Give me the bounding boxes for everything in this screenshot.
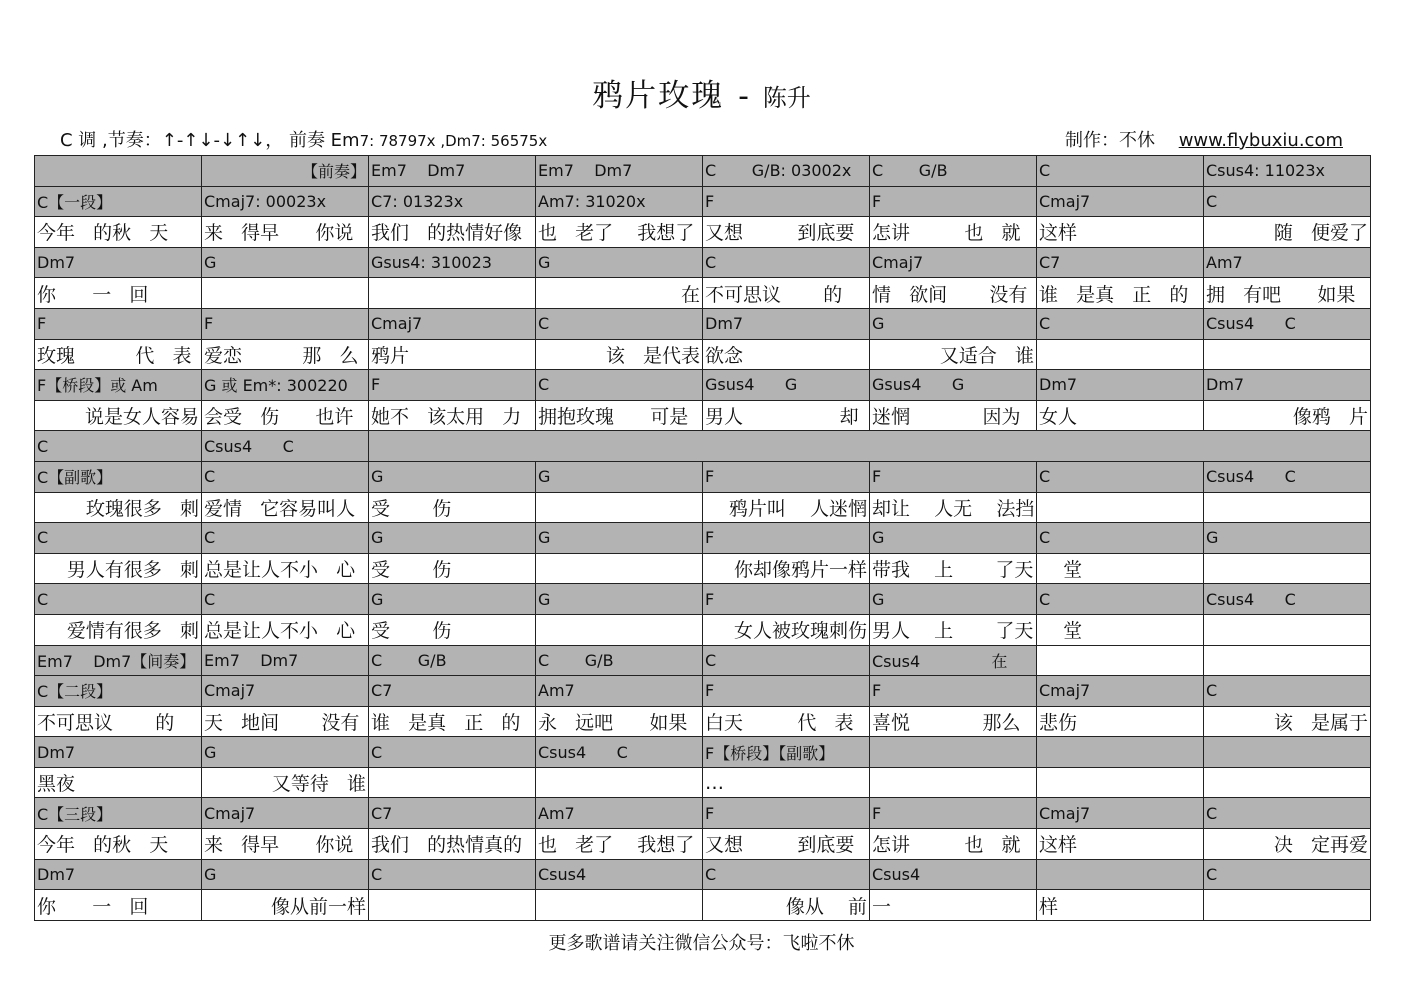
chord-cell xyxy=(870,737,1037,768)
lyric-cell: … xyxy=(703,767,870,798)
chord-cell: C xyxy=(35,584,202,615)
lyric-cell: 你 一 回 xyxy=(35,278,202,309)
chord-cell: C xyxy=(1037,308,1204,339)
chord-sheet-body xyxy=(35,156,1371,921)
chord-cell: C xyxy=(369,737,536,768)
chord-cell: Csus4 C xyxy=(1204,308,1371,339)
lyric-cell: 爱情 它容易叫人 xyxy=(202,492,369,523)
lyric-cell: 堂 xyxy=(1037,553,1204,584)
chord-cell: C xyxy=(1037,523,1204,554)
chord-cell: C G/B xyxy=(369,645,536,676)
lyric-cell: 在 xyxy=(536,278,703,309)
lyric-cell: 爱恋 那 么 xyxy=(202,339,369,370)
chord-cell: G xyxy=(202,247,369,278)
title-separator: - xyxy=(738,79,749,114)
chord-cell: Dm7 xyxy=(1037,370,1204,401)
chord-row xyxy=(35,645,1371,676)
lyric-cell: 今年 的秋 天 xyxy=(35,217,202,248)
lyric-cell: 谁 是真 正 的 xyxy=(369,706,536,737)
lyric-cell: 白天 代 表 xyxy=(703,706,870,737)
chord-cell: C7 xyxy=(369,798,536,829)
chord-cell: Gsus4 G xyxy=(703,370,870,401)
lyric-row xyxy=(35,890,1371,921)
chord-cell: Csus4 C xyxy=(1204,461,1371,492)
chord-cell: C G/B xyxy=(870,156,1037,187)
chord-cell: Cmaj7 xyxy=(1037,676,1204,707)
chord-cell: F xyxy=(202,308,369,339)
lyric-cell: 一 xyxy=(870,890,1037,921)
chord-row xyxy=(35,308,1371,339)
chord-cell: Cmaj7 xyxy=(1037,798,1204,829)
chord-cell: F xyxy=(870,798,1037,829)
chord-cell: C xyxy=(1204,859,1371,890)
lyric-cell: 该 是属于 xyxy=(1204,706,1371,737)
lyric-cell: 带我 上 了天 xyxy=(870,553,1037,584)
chord-cell: C【三段】 xyxy=(35,798,202,829)
chord-cell: 【前奏】 xyxy=(202,156,369,187)
lyric-row xyxy=(35,767,1371,798)
lyric-cell: 男人 却 xyxy=(703,400,870,431)
chord-row xyxy=(35,798,1371,829)
lyric-cell: 情 欲间 没有 xyxy=(870,278,1037,309)
chord-cell: C【一段】 xyxy=(35,186,202,217)
chord-cell: Cmaj7: 00023x xyxy=(202,186,369,217)
lyric-cell: 她不 该太用 力 xyxy=(369,400,536,431)
lyric-cell: 黑夜 xyxy=(35,767,202,798)
lyric-cell: 今年 的秋 天 xyxy=(35,829,202,860)
chord-cell: C7: 01323x xyxy=(369,186,536,217)
lyric-cell: 你 一 回 xyxy=(35,890,202,921)
chord-cell: F xyxy=(870,186,1037,217)
chord-row xyxy=(35,247,1371,278)
lyric-cell xyxy=(1204,614,1371,645)
lyric-cell: 样 xyxy=(1037,890,1204,921)
lyric-row xyxy=(35,829,1371,860)
chord-cell: G xyxy=(870,308,1037,339)
chord-cell: C G/B xyxy=(536,645,703,676)
chord-cell: C【二段】 xyxy=(35,676,202,707)
chord-cell: G xyxy=(536,247,703,278)
intro-chord-1: 7: 78797x ,Dm xyxy=(359,132,472,150)
chord-cell: C xyxy=(1204,186,1371,217)
chord-cell: Am7 xyxy=(536,798,703,829)
lyric-cell: 又想 到底要 xyxy=(703,217,870,248)
chord-cell: Gsus4: 310023 xyxy=(369,247,536,278)
chord-cell: G xyxy=(536,584,703,615)
chord-cell: F xyxy=(703,584,870,615)
lyric-cell: 该 是代表 xyxy=(536,339,703,370)
maker-credit: 制作：不休 xyxy=(1064,130,1155,151)
chord-cell: Cmaj7 xyxy=(369,308,536,339)
empty-cell xyxy=(1037,645,1204,676)
lyric-cell: 男人 上 了天 xyxy=(870,614,1037,645)
chord-cell: F xyxy=(870,461,1037,492)
lyric-cell xyxy=(1204,767,1371,798)
empty-cell xyxy=(1204,645,1371,676)
lyric-cell: 也 老了 我想了 xyxy=(536,829,703,860)
song-artist: 陈升 xyxy=(762,84,811,112)
chord-cell: Csus4 xyxy=(536,859,703,890)
chord-cell: G xyxy=(1204,523,1371,554)
lyric-row xyxy=(35,278,1371,309)
lyric-cell: 迷惘 因为 xyxy=(870,400,1037,431)
lyric-cell: 像从 前 xyxy=(703,890,870,921)
lyric-cell: 爱情有很多 刺 xyxy=(35,614,202,645)
lyric-cell: 也 老了 我想了 xyxy=(536,217,703,248)
lyric-row xyxy=(35,400,1371,431)
lyric-cell: 玫瑰很多 刺 xyxy=(35,492,202,523)
lyric-cell: 这样 xyxy=(1037,829,1204,860)
chord-cell: C G/B: 03002x xyxy=(703,156,870,187)
chord-cell: Cmaj7 xyxy=(870,247,1037,278)
chord-cell: C xyxy=(1037,461,1204,492)
chord-cell: Csus4 C xyxy=(536,737,703,768)
lyric-cell: 不可思议 的 xyxy=(35,706,202,737)
key-rhythm: C 调 ,节奏：↑-↑↓-↓↑↓， xyxy=(60,130,284,151)
chord-cell: G xyxy=(369,584,536,615)
chord-cell: F【桥段】【副歌】 xyxy=(703,737,870,768)
chord-cell: C7 xyxy=(369,676,536,707)
chord-row xyxy=(35,859,1371,890)
lyric-cell: 堂 xyxy=(1037,614,1204,645)
lyric-cell: 总是让人不小 心 xyxy=(202,614,369,645)
chord-cell: Em7 Dm7【间奏】 xyxy=(35,645,202,676)
lyric-cell xyxy=(1204,890,1371,921)
lyric-row xyxy=(35,217,1371,248)
chord-cell: Em7 Dm7 xyxy=(369,156,536,187)
chord-cell: G xyxy=(369,523,536,554)
lyric-cell: 来 得早 你说 xyxy=(202,829,369,860)
chord-cell: Cmaj7 xyxy=(202,798,369,829)
lyric-cell xyxy=(1204,553,1371,584)
chord-row xyxy=(35,156,1371,187)
chord-cell: C xyxy=(1037,584,1204,615)
lyric-cell xyxy=(202,278,369,309)
lyric-cell: 总是让人不小 心 xyxy=(202,553,369,584)
lyric-cell: 这样 xyxy=(1037,217,1204,248)
chord-cell: C xyxy=(35,431,202,462)
chord-cell: G xyxy=(202,859,369,890)
chord-cell: F【桥段】或 Am xyxy=(35,370,202,401)
lyric-cell: 天 地间 没有 xyxy=(202,706,369,737)
chord-cell: C【副歌】 xyxy=(35,461,202,492)
chord-cell: C7 xyxy=(1037,247,1204,278)
chord-cell: F xyxy=(703,798,870,829)
lyric-cell: 会受 伤 也许 xyxy=(202,400,369,431)
lyric-cell xyxy=(1037,492,1204,523)
chord-cell: G xyxy=(202,737,369,768)
chord-cell: Csus4 C xyxy=(1204,584,1371,615)
lyric-cell: 悲伤 xyxy=(1037,706,1204,737)
chord-cell: G xyxy=(536,523,703,554)
lyric-cell xyxy=(536,492,703,523)
chord-row xyxy=(35,431,1371,462)
chord-cell: Dm7 xyxy=(35,247,202,278)
chord-cell: C xyxy=(536,308,703,339)
lyric-cell: 拥抱玫瑰 可是 xyxy=(536,400,703,431)
lyric-cell: 说是女人容易 xyxy=(35,400,202,431)
lyric-row xyxy=(35,614,1371,645)
chord-cell: Am7 xyxy=(1204,247,1371,278)
chord-cell xyxy=(1037,859,1204,890)
lyric-cell: 我们 的热情好像 xyxy=(369,217,536,248)
lyric-cell: 女人被玫瑰刺伤 xyxy=(703,614,870,645)
lyric-row xyxy=(35,553,1371,584)
credits xyxy=(1065,126,1343,152)
chord-cell: G 或 Em*: 300220 xyxy=(202,370,369,401)
chord-row xyxy=(35,370,1371,401)
chord-cell: Csus4 C xyxy=(202,431,369,462)
chord-cell: Em7 Dm7 xyxy=(536,156,703,187)
footer-note: 更多歌谱请关注微信公众号：飞啦不休 xyxy=(548,933,855,954)
lyric-cell: 女人 xyxy=(1037,400,1204,431)
chord-cell xyxy=(1204,737,1371,768)
chord-cell: G xyxy=(870,584,1037,615)
chord-cell: Dm7 xyxy=(1204,370,1371,401)
chord-cell: C xyxy=(703,859,870,890)
chord-cell: F xyxy=(35,308,202,339)
chord-cell: Gsus4 G xyxy=(870,370,1037,401)
chord-row xyxy=(35,676,1371,707)
lyric-cell: 受 伤 xyxy=(369,492,536,523)
lyric-row xyxy=(35,706,1371,737)
lyric-cell: 随 便爱了 xyxy=(1204,217,1371,248)
lyric-cell: 喜悦 那么 xyxy=(870,706,1037,737)
lyric-cell: 又适合 谁 xyxy=(870,339,1037,370)
lyric-cell: 却让 人无 法挡 xyxy=(870,492,1037,523)
chord-cell: C xyxy=(202,461,369,492)
song-title: 鸦片玫瑰 xyxy=(592,78,725,114)
chord-cell: Cmaj7 xyxy=(202,676,369,707)
lyric-cell xyxy=(1037,767,1204,798)
chord-cell: F xyxy=(870,676,1037,707)
lyric-cell: 不可思议 的 xyxy=(703,278,870,309)
chord-cell: F xyxy=(703,461,870,492)
lyric-cell xyxy=(536,890,703,921)
key-rhythm-info xyxy=(60,126,547,152)
chord-cell: Csus4: 11023x xyxy=(1204,156,1371,187)
lyric-cell xyxy=(369,767,536,798)
chord-cell: C xyxy=(369,859,536,890)
lyric-cell xyxy=(536,553,703,584)
song-title-line xyxy=(0,70,1403,115)
chord-cell: F xyxy=(703,676,870,707)
chord-cell: C xyxy=(1204,676,1371,707)
empty-cell xyxy=(369,431,1371,462)
chord-cell: F xyxy=(369,370,536,401)
lyric-cell: 玫瑰 代 表 xyxy=(35,339,202,370)
chord-cell: Em7 Dm7 xyxy=(202,645,369,676)
lyric-cell: 怎讲 也 就 xyxy=(870,829,1037,860)
lyric-cell: 来 得早 你说 xyxy=(202,217,369,248)
chord-cell: F xyxy=(703,186,870,217)
lyric-cell: 男人有很多 刺 xyxy=(35,553,202,584)
chord-row xyxy=(35,737,1371,768)
lyric-cell: 欲念 xyxy=(703,339,870,370)
lyric-cell: 像从前一样 xyxy=(202,890,369,921)
chord-cell: C xyxy=(202,584,369,615)
chord-cell: Am7: 31020x xyxy=(536,186,703,217)
chord-row xyxy=(35,186,1371,217)
chord-cell: C xyxy=(703,645,870,676)
website-link[interactable]: www.flybuxiu.com xyxy=(1178,130,1343,151)
lyric-cell xyxy=(369,890,536,921)
chord-cell: C xyxy=(202,523,369,554)
lyric-cell: 受 伤 xyxy=(369,553,536,584)
lyric-cell: 又等待 谁 xyxy=(202,767,369,798)
chord-cell: C xyxy=(703,247,870,278)
lyric-row xyxy=(35,492,1371,523)
lyric-cell xyxy=(1037,339,1204,370)
lyric-cell: 我们 的热情真的 xyxy=(369,829,536,860)
lyric-cell xyxy=(536,614,703,645)
lyric-cell: 谁 是真 正 的 xyxy=(1037,278,1204,309)
chord-sheet-table xyxy=(34,155,1371,921)
lyric-cell: 鸦片叫 人迷惘 xyxy=(703,492,870,523)
lyric-cell: 像鸦 片 xyxy=(1204,400,1371,431)
chord-cell: C xyxy=(1037,156,1204,187)
chord-cell xyxy=(1037,737,1204,768)
lyric-cell: 你却像鸦片一样 xyxy=(703,553,870,584)
lyric-cell xyxy=(1204,492,1371,523)
lyric-cell xyxy=(870,767,1037,798)
chord-cell: Csus4 在 xyxy=(870,645,1037,676)
chord-cell: C xyxy=(1204,798,1371,829)
lyric-cell xyxy=(536,767,703,798)
chord-row xyxy=(35,461,1371,492)
chord-cell: C xyxy=(536,370,703,401)
chord-cell: Dm7 xyxy=(703,308,870,339)
chord-cell: G xyxy=(369,461,536,492)
lyric-cell: 又想 到底要 xyxy=(703,829,870,860)
chord-cell xyxy=(35,156,202,187)
chord-cell: Csus4 xyxy=(870,859,1037,890)
chord-cell: Am7 xyxy=(536,676,703,707)
chord-cell: G xyxy=(870,523,1037,554)
chord-cell: C xyxy=(35,523,202,554)
lyric-row xyxy=(35,339,1371,370)
chord-cell: Cmaj7 xyxy=(1037,186,1204,217)
intro-chord-2: 7: 56575x xyxy=(471,132,548,150)
chord-row xyxy=(35,584,1371,615)
lyric-cell xyxy=(369,278,536,309)
lyric-cell: 鸦片 xyxy=(369,339,536,370)
chord-cell: F xyxy=(703,523,870,554)
intro-label: 前奏 Em xyxy=(288,130,360,151)
chord-row xyxy=(35,523,1371,554)
lyric-cell: 拥 有吧 如果 xyxy=(1204,278,1371,309)
chord-cell: G xyxy=(536,461,703,492)
lyric-cell: 永 远吧 如果 xyxy=(536,706,703,737)
chord-cell: Dm7 xyxy=(35,859,202,890)
lyric-cell: 决 定再爱 xyxy=(1204,829,1371,860)
lyric-cell xyxy=(1204,339,1371,370)
chord-cell: Dm7 xyxy=(35,737,202,768)
lyric-cell: 怎讲 也 就 xyxy=(870,217,1037,248)
lyric-cell: 受 伤 xyxy=(369,614,536,645)
